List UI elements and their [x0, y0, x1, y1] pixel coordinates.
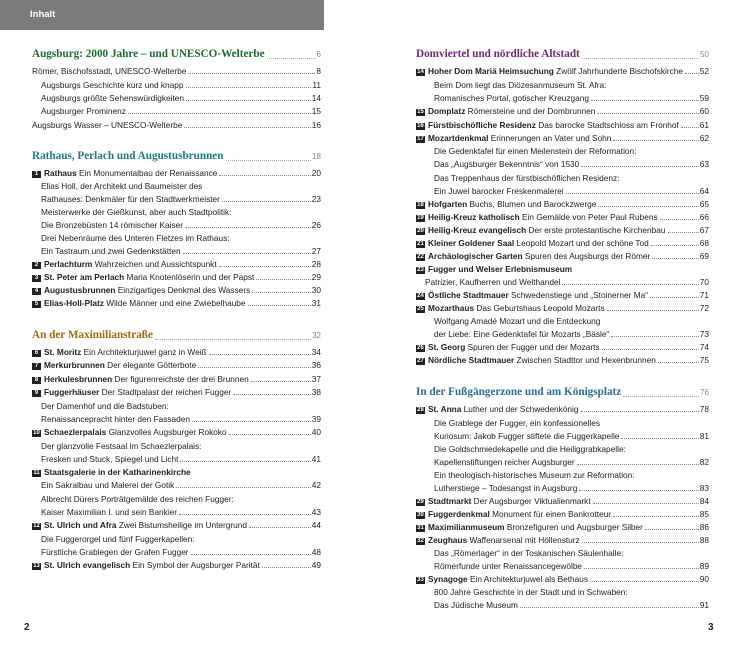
toc-entry[interactable]: 1 Rathaus Ein Monumentalbau der Renaissance 20 — [32, 168, 321, 178]
number-badge: 5 — [32, 301, 41, 308]
toc-subentry-line: Meisterwerke der Gießkunst, aber auch Stadtpolitik: — [41, 207, 232, 217]
number-badge: 16 — [417, 123, 424, 129]
toc-entry[interactable]: Patrizier, Kaufherren und Welthandel 70 — [425, 277, 709, 287]
number-badge: 31 — [417, 525, 424, 531]
number-badge: 33 — [417, 577, 424, 583]
toc-subentry-line: Ein theologisch-historisches Museum zur Reformation: — [434, 470, 635, 480]
number-badge: 6 — [32, 350, 41, 357]
toc-subentry[interactable]: Fürstliche Grablegen der Grafen Fugger 48 — [41, 547, 321, 557]
number-badge: 21 — [417, 241, 424, 247]
toc-subentry[interactable]: Renaissancepracht hinter den Fassaden 39 — [41, 414, 321, 424]
toc-entry[interactable]: Augsburgs Wasser – UNESCO-Welterbe 16 — [32, 120, 321, 130]
tab-label: Inhalt — [30, 9, 56, 20]
number-badge: 1 — [32, 171, 41, 178]
toc-entry[interactable]: 2 Perlachturm Wahrzeichen und Aussichtspunkt 28 — [32, 259, 321, 269]
toc-subentry[interactable]: Romanisches Portal, gotischer Kreuzgang 59 — [434, 93, 709, 103]
toc-entry[interactable]: 10 Schaezlerpalais Glanzvolles Augsburger Rokoko 40 — [33, 427, 321, 437]
toc-entry[interactable]: 25 Mozarthaus Das Geburtshaus Leopold Mozarts 72 — [417, 303, 709, 313]
toc-entry[interactable]: 27 Nördliche Stadtmauer Zwischen Stadttor und Hexenbrunnen 75 — [417, 355, 709, 365]
number-badge: 25 — [417, 306, 424, 312]
toc-entry[interactable]: 12 St. Ulrich und Afra Zwei Bistumsheilige im Untergrund 44 — [33, 520, 321, 530]
toc-entry[interactable]: 20 Heilig-Kreuz evangelisch Der erste protestantische Kirchenbau 67 — [417, 225, 709, 235]
toc-subentry[interactable]: Die Bronzebüsten 14 römischer Kaiser 26 — [41, 220, 321, 230]
toc-entry[interactable]: 19 Heilig-Kreuz katholisch Ein Gemälde von Peter Paul Rubens 66 — [417, 212, 709, 222]
section-heading[interactable]: Rathaus, Perlach und Augustusbrunnen 18 — [32, 150, 321, 162]
toc-entry[interactable]: 17 Mozartdenkmal Erinnerungen an Vater und Sohn 62 — [417, 133, 709, 143]
toc-entry[interactable]: 9 Fuggerhäuser Der Stadtpalast der reichen Fugger 38 — [32, 387, 321, 397]
number-badge: 12 — [33, 523, 40, 529]
toc-entry[interactable]: 21 Kleiner Goldener Saal Leopold Mozart und der schöne Tod 68 — [417, 238, 709, 248]
number-badge: 10 — [33, 430, 40, 436]
number-badge: 32 — [417, 538, 424, 544]
number-badge: 30 — [417, 512, 424, 518]
section-tab — [0, 0, 324, 30]
toc-entry[interactable]: 16 Fürstbischöfliche Residenz Das barocke Stadtschloss am Fronhof 61 — [417, 120, 709, 130]
toc-entry[interactable]: 30 Fuggerdenkmal Monument für einen Bankrotteur 85 — [417, 509, 709, 519]
toc-entry[interactable]: 24 Östliche Stadtmauer Schwedenstiege und „Stoinerner Ma“ 71 — [417, 290, 709, 300]
number-badge: 22 — [417, 254, 424, 260]
toc-entry[interactable]: 8 Herkulesbrunnen Der figurenreichste der drei Brunnen 37 — [32, 374, 321, 384]
toc-entry[interactable]: Römer, Bischofsstadt, UNESCO-Welterbe 8 — [32, 66, 321, 76]
section-heading[interactable]: In der Fußgängerzone und am Königsplatz 76 — [416, 386, 709, 398]
number-badge: 9 — [32, 390, 41, 397]
toc-subentry-line: Elias Holl, der Architekt und Baumeister des — [41, 181, 203, 191]
toc-entry[interactable]: 26 St. Georg Spuren der Fugger und der Mozarts 74 — [417, 342, 709, 352]
toc-subentry-line: Das Treppenhaus der fürstbischöflichen Residenz: — [434, 173, 620, 183]
toc-subentry-line: Die Fuggerorgel und fünf Fuggerkapellen: — [41, 534, 195, 544]
page-number-left: 2 — [24, 622, 30, 633]
number-badge: 24 — [417, 293, 424, 299]
number-badge: 23 — [417, 267, 424, 273]
toc-entry[interactable]: 18 Hofgarten Buchs, Blumen und Barockzwerge 65 — [417, 199, 709, 209]
toc-subentry-line: Beim Dom liegt das Diözesanmuseum St. Afra: — [434, 80, 607, 90]
toc-entry[interactable]: 28 St. Anna Luther und der Schwedenkönig 78 — [417, 404, 709, 414]
number-badge: 17 — [417, 136, 424, 142]
toc-entry[interactable]: 4 Augustusbrunnen Einzigartiges Denkmal des Wassers 30 — [32, 285, 321, 295]
toc-entry[interactable]: 5 Elias-Holl-Platz Wilde Männer und eine Zwiebelhaube 31 — [32, 298, 321, 308]
number-badge: 28 — [417, 407, 424, 413]
toc-entry[interactable]: 33 Synagoge Ein Architekturjuwel als Bethaus 90 — [417, 574, 709, 584]
number-badge: 13 — [33, 563, 40, 569]
toc-subentry[interactable]: Römerfunde unter Renaissancegewölbe 89 — [434, 561, 709, 571]
toc-entry[interactable]: Ein Sakralbau und Malerei der Gotik 42 — [41, 480, 321, 490]
toc-subentry[interactable]: Ein Juwel barocker Freskenmalerei 64 — [434, 186, 709, 196]
toc-entry[interactable]: 3 St. Peter am Perlach Maria Knotenlöserin und der Papst 29 — [32, 272, 321, 282]
toc-subentry[interactable]: Kapellenstiftungen reicher Augsburger 82 — [434, 457, 709, 467]
toc-entry[interactable]: 13 St. Ulrich evangelisch Ein Symbol der Augsburger Parität 49 — [33, 560, 321, 570]
toc-subentry-line: Wolfgang Amadé Mozart und die Entdeckung — [434, 316, 601, 326]
toc-subentry[interactable]: Das „Augsburger Bekenntnis“ von 1530 63 — [434, 159, 709, 169]
toc-subentry-line: Die Grablege der Fugger, ein konfessionelles — [434, 418, 601, 428]
toc-entry[interactable]: 7 Merkurbrunnen Der elegante Götterbote 36 — [32, 360, 321, 370]
section-heading[interactable]: An der Maximilianstraße 32 — [32, 329, 321, 341]
toc-entry[interactable]: 32 Zeughaus Waffenarsenal mit Höllensturz 88 — [417, 535, 709, 545]
number-badge: 19 — [417, 215, 424, 221]
toc-subentry[interactable]: Ein Tastraum und zwei Gedenkstätten 27 — [41, 246, 321, 256]
toc-entry-line: 11 Staatsgalerie in der Katharinenkirche — [33, 467, 191, 477]
toc-subentry-line: Albrecht Dürers Porträtgemälde des reichen Fugger: — [41, 494, 234, 504]
toc-subentry-line: Die Goldschmiedekapelle und die Heiliggrabkapelle: — [434, 444, 626, 454]
toc-entry[interactable]: 31 Maximilianmuseum Bronzefiguren und Augsburger Silber 86 — [417, 522, 709, 532]
toc-subentry[interactable]: Rathauses: Denkmäler für den Stadtwerkmeister 23 — [41, 194, 321, 204]
number-badge: 7 — [32, 363, 41, 370]
number-badge: 27 — [417, 358, 424, 364]
number-badge: 11 — [33, 470, 40, 476]
toc-entry[interactable]: Augsburgs Geschichte kurz und knapp 11 — [41, 80, 321, 90]
toc-subentry-line: Der glanzvolle Festsaal im Schaezlerpalais: — [41, 441, 202, 451]
toc-entry[interactable]: Augsburger Prominenz 15 — [41, 106, 321, 116]
toc-subentry[interactable]: Kuriosum: Jakob Fugger stiftete die Fuggerkapelle 81 — [434, 431, 709, 441]
toc-subentry[interactable]: Lutherstiege – Todesangst in Augsburg 83 — [434, 483, 709, 493]
section-heading[interactable]: Augsburg: 2000 Jahre – und UNESCO-Welterbe 6 — [32, 48, 321, 60]
toc-entry[interactable]: 22 Archäologischer Garten Spuren des Augsburgs der Römer 69 — [417, 251, 709, 261]
number-badge: 18 — [417, 202, 424, 208]
number-badge: 29 — [417, 499, 424, 505]
page-number-right: 3 — [708, 622, 714, 633]
number-badge: 26 — [417, 345, 424, 351]
toc-subentry-line: Das „Römerlager“ in der Toskanischen Säulenhalle: — [434, 548, 624, 558]
number-badge: 14 — [417, 69, 424, 75]
number-badge: 20 — [417, 228, 424, 234]
toc-subentry[interactable]: Das Jüdische Museum 91 — [434, 600, 709, 610]
number-badge: 8 — [32, 377, 41, 384]
toc-subentry[interactable]: der Liebe: Eine Gedenktafel für Mozarts „Bäsle“ 73 — [434, 329, 709, 339]
toc-subentry-line: 800 Jahre Geschichte in der Stadt und in Schwaben: — [434, 587, 628, 597]
number-badge: 15 — [417, 109, 424, 115]
number-badge: 4 — [32, 288, 41, 295]
toc-entry[interactable]: 29 Stadtmarkt Der Augsburger Viktualienmarkt 84 — [417, 496, 709, 506]
toc-entry[interactable]: 15 Domplatz Römersteine und der Dombrunnen 60 — [417, 106, 709, 116]
toc-entry[interactable]: 6 St. Moritz Ein Architekturjuwel ganz in Weiß 34 — [32, 347, 321, 357]
toc-subentry-line: Die Gedenktafel für einen Meilenstein der Reformation: — [434, 146, 637, 156]
toc-subentry-line: Drei Nebenräume des Unteren Fletzes im Rathaus: — [41, 233, 230, 243]
number-badge: 3 — [32, 275, 41, 282]
toc-subentry[interactable]: Fresken und Stuck, Spiegel und Licht 41 — [41, 454, 321, 464]
toc-entry[interactable]: 14 Hoher Dom Mariä Heimsuchung Zwölf Jahrhunderte Bischofskirche 52 — [417, 66, 709, 76]
toc-entry-line: 23 Fugger und Welser Erlebnismuseum — [417, 264, 573, 274]
toc-subentry[interactable]: Kaiser Maximilian I. und sein Bankier 43 — [41, 507, 321, 517]
number-badge: 2 — [32, 262, 41, 269]
toc-subentry-line: Der Damenhof und die Badstuben: — [41, 401, 169, 411]
toc-entry[interactable]: Augsburgs größte Sehenswürdigkeiten 14 — [41, 93, 321, 103]
section-heading[interactable]: Domviertel und nördliche Altstadt 50 — [416, 48, 709, 60]
